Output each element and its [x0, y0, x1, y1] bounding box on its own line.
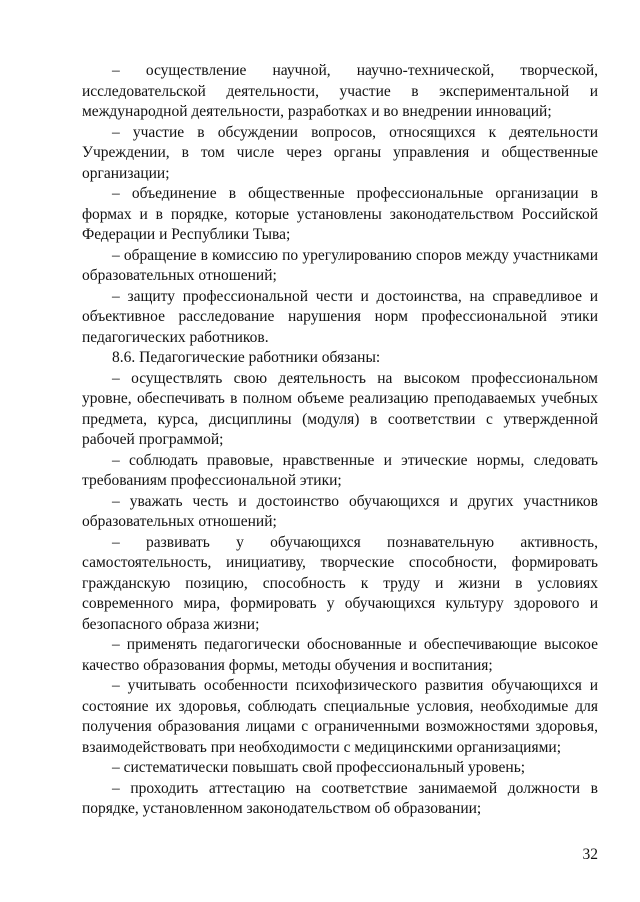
paragraph-rights-commission: – обращение в комиссию по урегулированию споров между участниками образовательных отношений; — [82, 246, 598, 284]
paragraph-duty-health: – учитывать особенности психофизического развития обучающихся и состояние их здоровья, соблюдать специальные условия, необходимые для получения образования лицами с ограниченными возможностями здоровья, взаимодействовать при необходимости с медицинскими организациями; — [82, 677, 598, 756]
paragraph-rights-honor: – защиту профессиональной чести и достоинства, на справедливое и объективное расследование нарушения норм профессиональной этики педагогических работников. — [82, 287, 598, 346]
paragraph-duty-respect: – уважать честь и достоинство обучающихся и других участников образовательных отношений; — [82, 492, 598, 530]
paragraph-rights-association: – объединение в общественные профессиональные организации в формах и в порядке, которые установлены законодательством Российской Федерации и Республики Тыва; — [82, 185, 598, 243]
paragraph-duty-develop: – развивать у обучающихся познавательную активность, самостоятельность, инициативу, творческие способности, формировать гражданскую позицию, способность к труду и жизни в условиях современного мира, формировать у обучающихся культуру здорового и безопасного образа жизни; — [82, 533, 598, 633]
paragraph-duty-norms: – соблюдать правовые, нравственные и этические нормы, следовать требованиям профессиональной этики; — [82, 451, 598, 489]
paragraph-duty-attestation: – проходить аттестацию на соответствие занимаемой должности в порядке, установленном законодательством об образовании; — [82, 779, 598, 817]
page-number: 32 — [582, 846, 598, 863]
paragraph-duty-qualification: – систематически повышать свой профессиональный уровень; — [112, 759, 526, 776]
paragraph-duty-methods: – применять педагогически обоснованные и обеспечивающие высокое качество образования формы, методы обучения и воспитания; — [82, 636, 598, 674]
paragraph-duty-activity: – осуществлять свою деятельность на высоком профессиональном уровне, обеспечивать в полном объеме реализацию преподаваемых учебных предмета, курса, дисциплины (модуля) в соответствии с утвержденной рабочей программой; — [82, 369, 598, 448]
section-heading-8-6: 8.6. Педагогические работники обязаны: — [112, 349, 381, 366]
page-body — [82, 61, 598, 820]
paragraph-rights-discussion: – участие в обсуждении вопросов, относящихся к деятельности Учреждении, в том числе через органы управления и общественные организации; — [82, 123, 598, 182]
paragraph-rights-research: – осуществление научной, научно-технической, творческой, исследовательской деятельности, участие в экспериментальной и международной деятельности, разработках и во внедрении инноваций; — [82, 62, 598, 120]
